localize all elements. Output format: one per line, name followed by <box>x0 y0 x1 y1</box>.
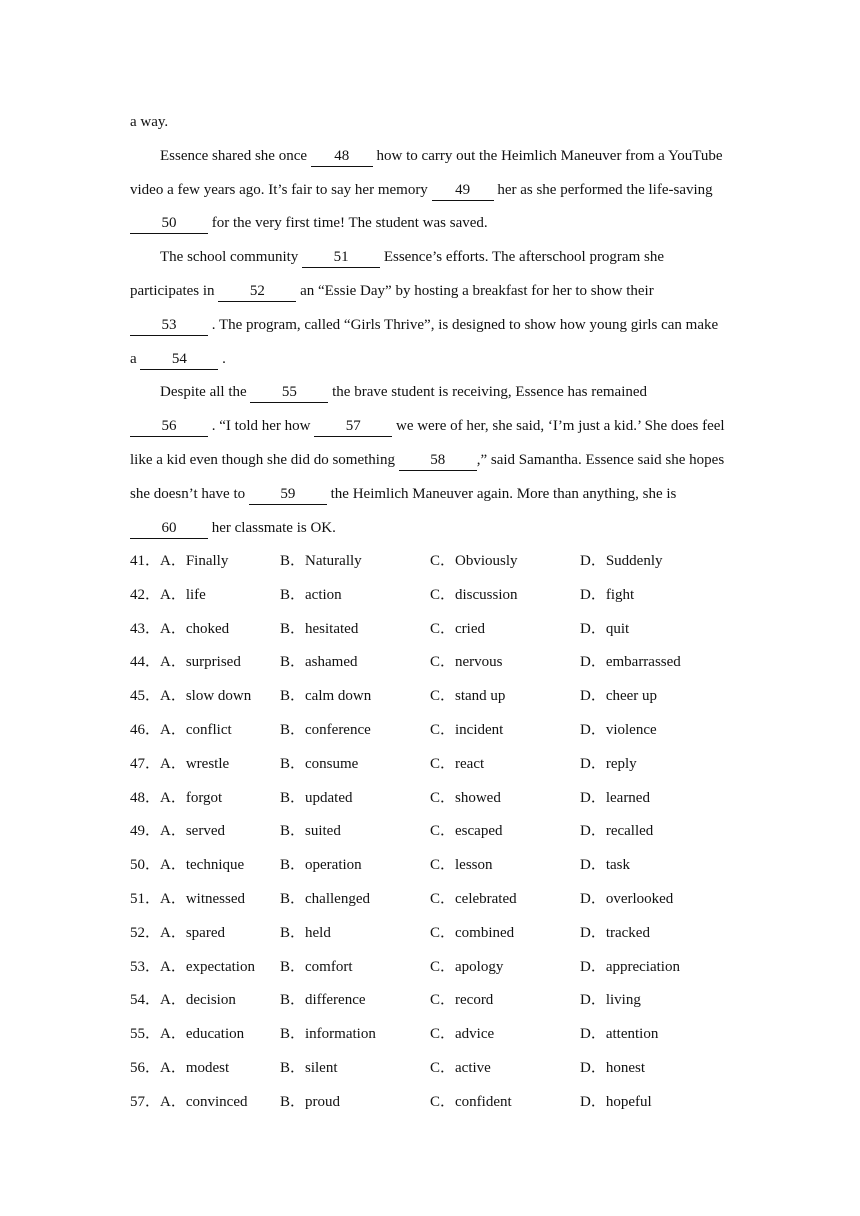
option-d: D．attention <box>580 1026 659 1043</box>
option-c: C．lesson <box>430 857 493 874</box>
question-number: 52． <box>130 924 161 941</box>
question-row <box>130 984 750 1018</box>
question-number: 48． <box>130 789 161 806</box>
blank-48: 48 <box>311 148 373 167</box>
passage-text: Despite all the <box>160 384 251 401</box>
option-b: B．updated <box>280 789 353 806</box>
option-d: D．recalled <box>580 823 654 840</box>
option-d: D．living <box>580 992 641 1009</box>
question-row <box>130 951 750 985</box>
blank-49: 49 <box>432 182 494 201</box>
option-c: C．active <box>430 1059 491 1076</box>
option-d: D．tracked <box>580 924 650 941</box>
option-c: C．record <box>430 992 494 1009</box>
question-row <box>130 545 750 579</box>
blank-54: 54 <box>140 351 218 370</box>
option-d: D．hopeful <box>580 1093 652 1110</box>
option-a: A．witnessed <box>160 890 245 907</box>
passage-text: we were of her, she said, ‘I’m just a kid.’ She does feel <box>392 418 725 435</box>
option-d: D．appreciation <box>580 958 680 975</box>
question-number: 42． <box>130 586 161 603</box>
passage-line <box>130 410 730 444</box>
option-a: A．decision <box>160 992 236 1009</box>
blank-51: 51 <box>302 249 380 268</box>
option-b: B．ashamed <box>280 654 358 671</box>
blank-58: 58 <box>399 452 477 471</box>
option-b: B．action <box>280 586 342 603</box>
passage-line <box>130 343 730 377</box>
passage-line <box>130 275 730 309</box>
option-b: B．difference <box>280 992 366 1009</box>
passage-line <box>130 376 730 410</box>
option-c: C．discussion <box>430 586 518 603</box>
passage-text: for the very first time! The student was saved. <box>208 215 488 232</box>
option-a: A．slow down <box>160 688 252 705</box>
question-row <box>130 613 750 647</box>
option-b: B．challenged <box>280 890 370 907</box>
option-c: C．celebrated <box>430 890 517 907</box>
passage-text: her as she performed the life-saving <box>493 181 713 198</box>
passage-text: ,” said Samantha. Essence said she hopes <box>476 451 725 468</box>
option-c: C．advice <box>430 1026 495 1043</box>
option-b: B．proud <box>280 1093 341 1110</box>
option-a: A．technique <box>160 857 245 874</box>
option-c: C．escaped <box>430 823 503 840</box>
option-a: A．Finally <box>160 553 229 569</box>
passage-text: the Heimlich Maneuver again. More than anything, she is <box>326 485 677 502</box>
option-d: D．violence <box>580 721 657 738</box>
passage-text: . <box>218 350 226 367</box>
blank-53: 53 <box>130 317 208 336</box>
option-b: B．held <box>280 924 331 941</box>
option-a: A．wrestle <box>160 755 230 772</box>
option-c: C．confident <box>430 1093 512 1110</box>
answer-options <box>130 545 750 1120</box>
option-c: C．showed <box>430 789 501 806</box>
option-c: C．nervous <box>430 654 503 671</box>
blank-57: 57 <box>314 418 392 437</box>
question-row <box>130 917 750 951</box>
option-b: B．comfort <box>280 958 353 975</box>
question-row <box>130 1018 750 1052</box>
passage-line <box>130 207 730 241</box>
passage-text: The school community <box>160 249 303 266</box>
passage-text: her classmate is OK. <box>208 519 336 536</box>
option-d: D．overlooked <box>580 890 674 907</box>
option-d: D．embarrassed <box>580 654 681 671</box>
passage-text: how to carry out the Heimlich Maneuver from a YouTube <box>372 147 723 164</box>
option-a: A．expectation <box>160 958 255 975</box>
passage-line <box>130 478 730 512</box>
question-number: 49． <box>130 823 161 840</box>
passage-text: video a few years ago. It’s fair to say her memory <box>130 181 432 198</box>
option-a: A．spared <box>160 924 225 941</box>
question-row <box>130 748 750 782</box>
question-row <box>130 782 750 816</box>
passage <box>130 106 730 545</box>
option-a: A．conflict <box>160 721 232 738</box>
passage-line <box>130 140 730 174</box>
question-number: 57． <box>130 1093 161 1110</box>
passage-text: like a kid even though she did do something <box>130 451 399 468</box>
option-d: D．Suddenly <box>580 553 663 569</box>
option-b: B．Naturally <box>280 553 362 569</box>
option-b: B．hesitated <box>280 620 359 637</box>
blank-56: 56 <box>130 418 208 437</box>
option-a: A．served <box>160 823 225 840</box>
question-row <box>130 1052 750 1086</box>
question-number: 46． <box>130 721 161 738</box>
passage-text: a way. <box>130 114 169 130</box>
question-row <box>130 714 750 748</box>
option-d: D．quit <box>580 620 630 637</box>
passage-text: . The program, called “Girls Thrive”, is designed to show how young girls can make <box>208 316 719 333</box>
option-c: C．Obviously <box>430 553 518 569</box>
option-d: D．reply <box>580 755 637 772</box>
question-row <box>130 883 750 917</box>
question-number: 53． <box>130 958 161 975</box>
option-a: A．surprised <box>160 654 241 671</box>
passage-text: the brave student is receiving, Essence has remained <box>328 384 648 401</box>
question-row <box>130 680 750 714</box>
blank-52: 52 <box>218 283 296 302</box>
option-b: B．consume <box>280 755 359 772</box>
option-a: A．education <box>160 1026 245 1043</box>
question-number: 56． <box>130 1059 161 1076</box>
blank-59: 59 <box>249 486 327 505</box>
question-row <box>130 579 750 613</box>
option-b: B．silent <box>280 1059 338 1076</box>
question-number: 47． <box>130 755 161 772</box>
passage-text: she doesn’t have to <box>130 485 249 502</box>
option-c: C．cried <box>430 620 485 637</box>
option-c: C．react <box>430 755 485 772</box>
option-a: A．modest <box>160 1059 230 1076</box>
question-number: 50． <box>130 857 161 874</box>
passage-line <box>130 106 730 140</box>
question-row <box>130 815 750 849</box>
option-b: B．information <box>280 1026 376 1043</box>
option-c: C．stand up <box>430 688 506 705</box>
blank-50: 50 <box>130 215 208 234</box>
option-d: D．cheer up <box>580 688 658 705</box>
question-row <box>130 646 750 680</box>
passage-text: a <box>130 350 141 367</box>
passage-text: Essence’s efforts. The afterschool program she <box>380 249 665 266</box>
passage-text: Essence shared she once <box>160 147 311 164</box>
option-a: A．forgot <box>160 789 223 806</box>
question-row <box>130 1086 750 1120</box>
question-number: 55． <box>130 1026 161 1043</box>
option-b: B．conference <box>280 721 371 738</box>
passage-line <box>130 241 730 275</box>
passage-text: . “I told her how <box>208 418 315 435</box>
option-c: C．apology <box>430 958 504 975</box>
option-b: B．calm down <box>280 688 372 705</box>
blank-55: 55 <box>250 384 328 403</box>
passage-text: participates in <box>130 282 219 299</box>
option-c: C．combined <box>430 924 515 941</box>
passage-line <box>130 444 730 478</box>
blank-60: 60 <box>130 520 208 539</box>
question-number: 41． <box>130 553 161 569</box>
option-d: D．fight <box>580 586 635 603</box>
option-b: B．operation <box>280 857 362 874</box>
question-number: 43． <box>130 620 161 637</box>
passage-line <box>130 309 730 343</box>
passage-text: an “Essie Day” by hosting a breakfast for her to show their <box>296 282 654 299</box>
option-c: C．incident <box>430 721 504 738</box>
option-a: A．life <box>160 586 206 603</box>
question-number: 44． <box>130 654 161 671</box>
option-b: B．suited <box>280 823 341 840</box>
passage-line <box>130 174 730 208</box>
passage-line <box>130 512 730 546</box>
option-d: D．honest <box>580 1059 645 1076</box>
option-a: A．choked <box>160 620 230 637</box>
question-row <box>130 849 750 883</box>
question-number: 51． <box>130 890 161 907</box>
question-number: 45． <box>130 688 161 705</box>
option-d: D．learned <box>580 789 650 806</box>
option-d: D．task <box>580 857 630 874</box>
option-a: A．convinced <box>160 1093 248 1110</box>
question-number: 54． <box>130 992 161 1009</box>
